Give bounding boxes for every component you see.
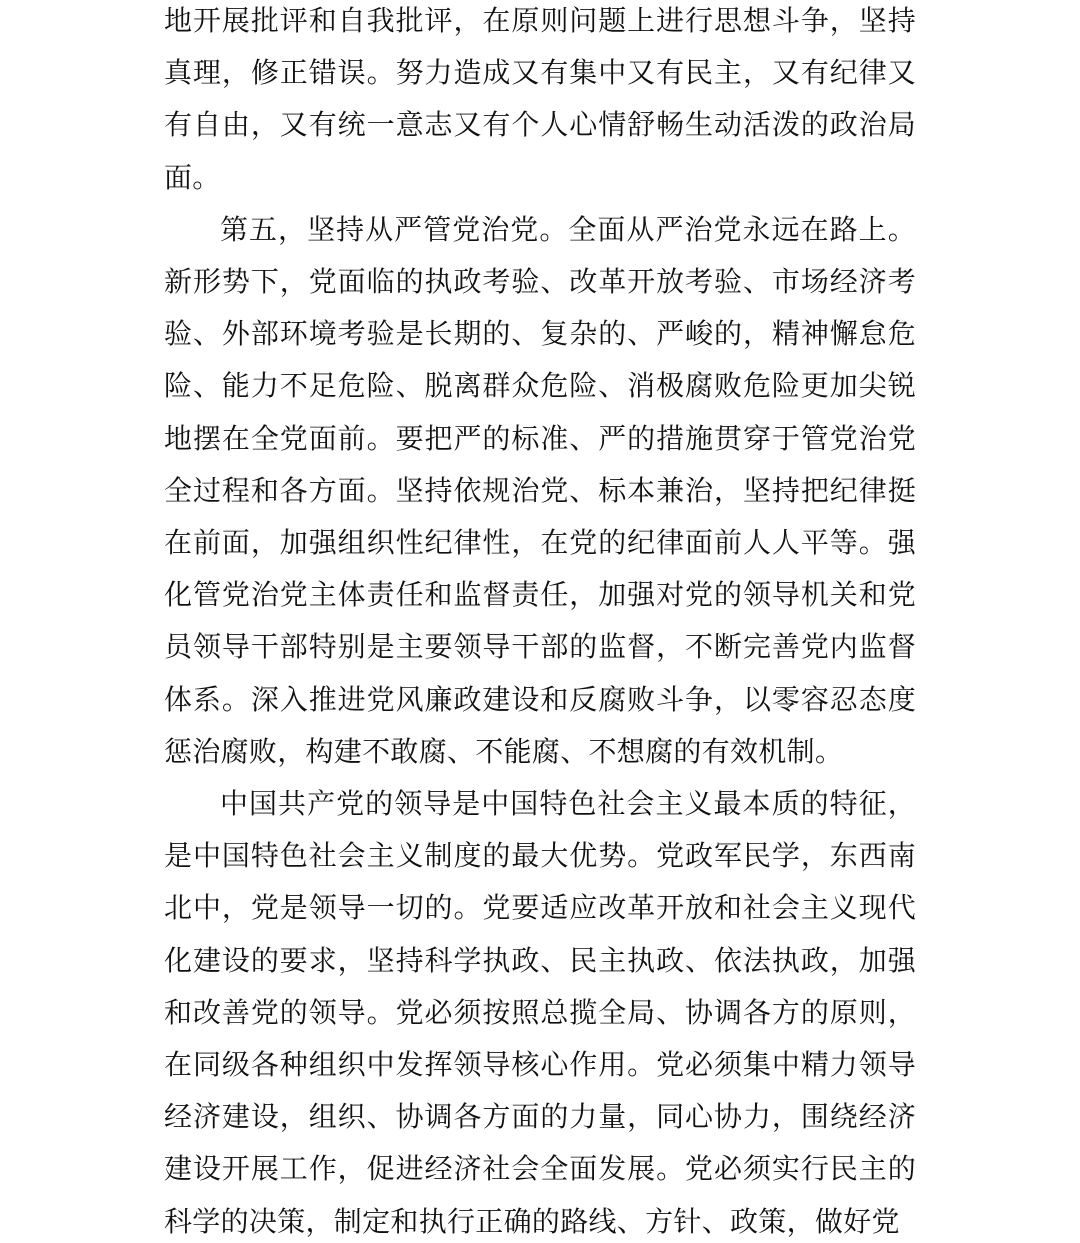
paragraph-strict-party-governance: 第五，坚持从严管党治党。全面从严治党永远在路上。新形势下，党面临的执政考验、改革开放考验、市场经济考验、外部环境考验是长期的、复杂的、严峻的，精神懈怠危险、能力不足危险、脱离群众危险、消极腐败危险更加尖锐地摆在全党面前。要把严的标准、严的措施贯穿于管党治党全过程和各方面。坚持依规治党、标本兼治，坚持把纪律挺在前面，加强组织性纪律性，在党的纪律面前人人平等。强化管党治党主体责任和监督责任，加强对党的领导机关和党员领导干部特别是主要领导干部的监督，不断完善党内监督体系。深入推进党风廉政建设和反腐败斗争，以零容忍态度惩治腐败，构建不敢腐、不能腐、不想腐的有效机制。 — [164, 212, 916, 768]
paragraph-criticism-continuation: 地开展批评和自我批评，在原则问题上进行思想斗争，坚持真理，修正错误。努力造成又有集中又有民主，又有纪律又有自由，又有统一意志又有个人心情舒畅生动活泼的政治局面。 — [164, 4, 916, 194]
document-page — [164, 0, 916, 1243]
paragraph-party-leadership: 中国共产党的领导是中国特色社会主义最本质的特征，是中国特色社会主义制度的最大优势。党政军民学，东西南北中，党是领导一切的。党要适应改革开放和社会主义现代化建设的要求，坚持科学执政、民主执政、依法执政，加强和改善党的领导。党必须按照总揽全局、协调各方的原则，在同级各种组织中发挥领导核心作用。党必须集中精力领导经济建设，组织、协调各方面的力量，同心协力，围绕经济建设开展工作，促进经济社会全面发展。党必须实行民主的科学的决策，制定和执行正确的路线、方针、政策，做好党 — [164, 787, 916, 1238]
document-body — [164, 0, 916, 1243]
